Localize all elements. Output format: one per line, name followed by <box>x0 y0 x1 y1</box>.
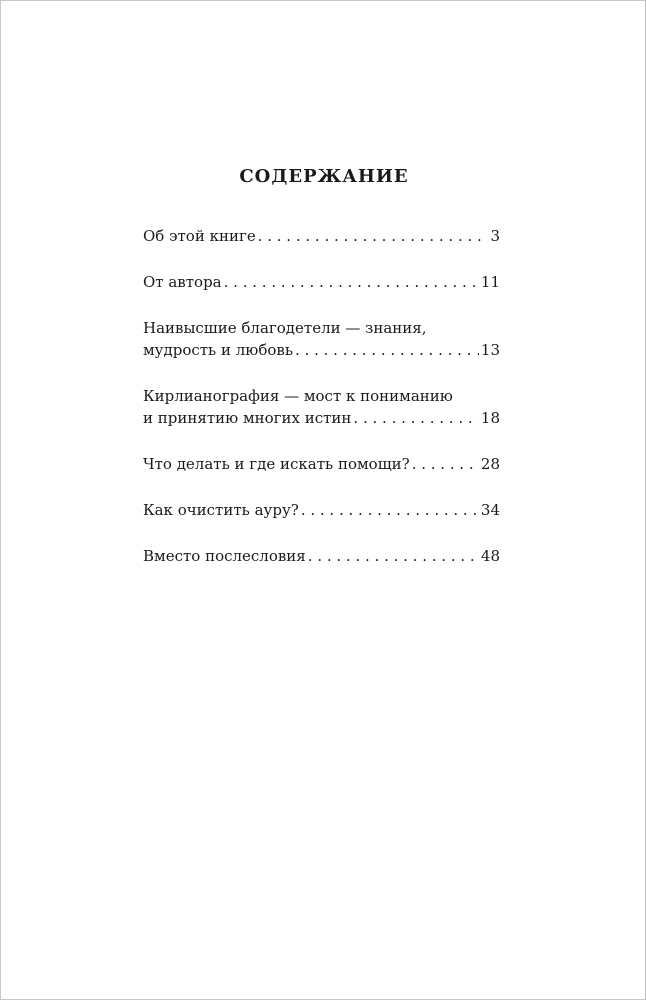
toc-entry-cleanse-aura[interactable] <box>143 499 500 521</box>
dot-leader <box>301 499 479 521</box>
toc-page-number: 11 <box>480 273 500 291</box>
dot-leader <box>308 545 479 567</box>
toc-page-number: 13 <box>480 341 500 359</box>
toc-entry-title-line-2: и принятию многих истин <box>143 409 352 427</box>
toc-page-number: 3 <box>490 227 500 245</box>
toc-entry-kirlianography[interactable] <box>143 385 500 429</box>
toc-entry-from-author[interactable] <box>143 271 500 293</box>
toc-entry-line <box>143 545 500 567</box>
toc-page-number: 34 <box>480 501 500 519</box>
toc-entry-title: Вместо послесловия <box>143 547 306 565</box>
toc-entry-title-line-1: Наивысшие благодетели — знания, <box>143 319 427 337</box>
toc-entry-title: От автора <box>143 273 222 291</box>
toc-title: СОДЕРЖАНИЕ <box>239 166 409 187</box>
toc-entry-title: Как очистить ауру? <box>143 501 299 519</box>
toc-entry-line <box>143 499 500 521</box>
dot-leader <box>224 271 479 293</box>
toc-entry-line <box>143 339 500 361</box>
table-of-contents <box>143 225 500 591</box>
toc-page-number: 28 <box>480 455 500 473</box>
toc-entry-line <box>143 271 500 293</box>
toc-entry-title-line-2: мудрость и любовь <box>143 341 294 359</box>
toc-entry-what-to-do[interactable] <box>143 453 500 475</box>
dot-leader <box>412 453 479 475</box>
toc-entry-title-line-1: Кирлианография — мост к пониманию <box>143 387 453 405</box>
toc-entry-line <box>143 453 500 475</box>
toc-entry-line <box>143 225 500 247</box>
toc-entry-title: Что делать и где искать помощи? <box>143 455 410 473</box>
toc-entry-line <box>143 407 500 429</box>
toc-entry-title: Об этой книге <box>143 227 256 245</box>
toc-entry-highest-benefactors[interactable] <box>143 317 500 361</box>
dot-leader <box>353 407 478 429</box>
toc-entry-afterword[interactable] <box>143 545 500 567</box>
dot-leader <box>258 225 489 247</box>
toc-page-number: 18 <box>480 409 500 427</box>
dot-leader <box>295 339 479 361</box>
toc-entry-about-book[interactable] <box>143 225 500 247</box>
toc-page-number: 48 <box>480 547 500 565</box>
